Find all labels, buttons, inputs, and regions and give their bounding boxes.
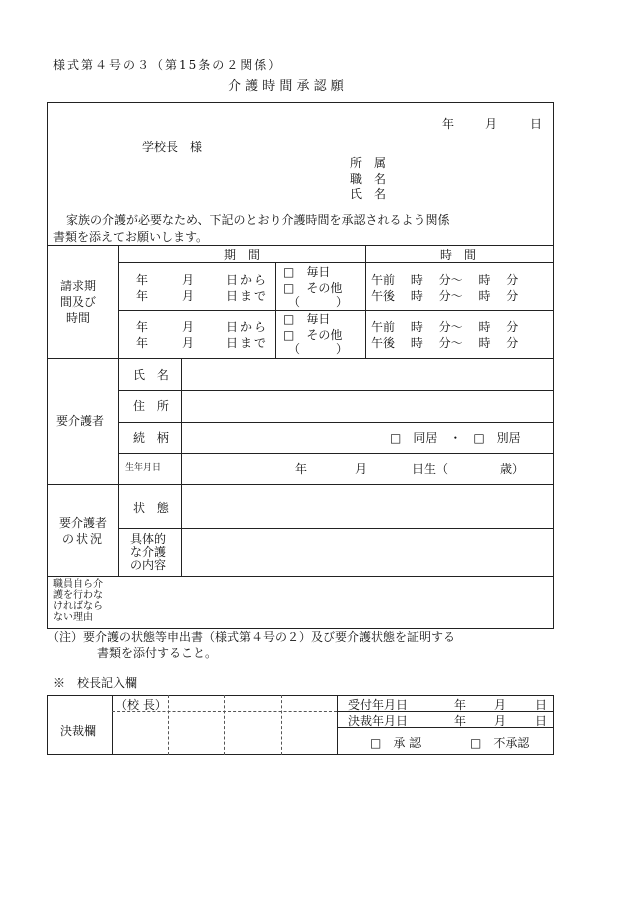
age-label: 歳）: [500, 462, 525, 476]
care-detail-label-3: の内容: [130, 558, 167, 572]
received-date-label: 受付年月日: [348, 698, 409, 712]
applicant-name-label: 氏 名: [350, 187, 387, 201]
condition-label-2: の状況: [62, 532, 105, 546]
reject-checkbox[interactable]: □ 不承認: [470, 736, 530, 750]
cohabitation-checkboxes[interactable]: □ 同居 ・ □ 別居: [390, 431, 521, 445]
everyday-checkbox[interactable]: □ 毎日: [283, 312, 331, 326]
am-time-row: 午前 時 分～ 時 分: [371, 273, 519, 287]
from-year: 年: [136, 273, 149, 287]
everyday-checkbox[interactable]: □ 毎日: [283, 265, 331, 279]
from-year: 年: [136, 320, 149, 334]
job-title-label: 職 名: [350, 172, 387, 186]
from-day-label: 日から: [226, 320, 269, 334]
until-day-label: 日まで: [226, 289, 269, 303]
principal-seal-label: （校 長）: [115, 698, 167, 712]
period-row-label-2: 間及び: [60, 295, 97, 309]
received-month: 月: [494, 698, 507, 712]
birth-day: 日生（: [412, 462, 449, 476]
note-line1: （注）要介護の状態等申出書（様式第４号の２）及び要介護状態を証明する: [47, 630, 456, 644]
relationship-label: 続 柄: [133, 431, 173, 445]
time-header: 時 間: [440, 248, 477, 262]
affiliation-label: 所 属: [350, 156, 387, 170]
date-month: 月: [485, 117, 498, 131]
care-detail-label-2: な介護: [130, 545, 167, 559]
decided-month: 月: [494, 714, 507, 728]
condition-label-1: 要介護者: [59, 516, 108, 530]
care-receiver-label: 要介護者: [56, 414, 105, 428]
decided-date-label: 決裁年月日: [348, 714, 409, 728]
until-year: 年: [136, 336, 149, 350]
date-day: 日: [530, 117, 543, 131]
reason-label-1: 職員自ら介: [53, 579, 103, 590]
am-time-row: 午前 時 分～ 時 分: [371, 320, 519, 334]
page-title: 介 護 時 間 承 認 願: [228, 79, 344, 94]
birthdate-label: 生年月日: [125, 463, 162, 473]
receiver-name-label: 氏 名: [133, 368, 173, 382]
received-day: 日: [535, 698, 548, 712]
decided-day: 日: [535, 714, 548, 728]
until-month: 月: [182, 289, 195, 303]
reason-label-2: 護を行わな: [53, 590, 103, 601]
period-row-label-3: 時間: [66, 311, 91, 325]
receiver-address-label: 住 所: [133, 399, 173, 413]
addressee: 学校長 様: [142, 140, 203, 154]
until-month: 月: [182, 336, 195, 350]
from-month: 月: [182, 320, 195, 334]
birth-month: 月: [355, 462, 368, 476]
until-year: 年: [136, 289, 149, 303]
pm-time-row: 午後 時 分～ 時 分: [371, 336, 519, 350]
principal-section-heading: ※ 校長記入欄: [53, 676, 138, 690]
from-month: 月: [182, 273, 195, 287]
care-detail-label-1: 具体的: [130, 532, 167, 546]
other-checkbox[interactable]: □ その他: [283, 328, 343, 342]
reason-label-4: ない理由: [53, 612, 93, 623]
other-checkbox[interactable]: □ その他: [283, 281, 343, 295]
date-year: 年: [442, 117, 455, 131]
decided-year: 年: [454, 714, 467, 728]
from-day-label: 日から: [226, 273, 269, 287]
form-number: 様式第４号の３（第15条の２関係）: [53, 58, 283, 72]
pm-time-row: 午後 時 分～ 時 分: [371, 289, 519, 303]
state-label: 状 態: [133, 501, 173, 515]
application-form-frame: [47, 102, 554, 629]
note-line2: 書類を添付すること。: [97, 646, 218, 660]
period-row-label-1: 請求期: [60, 279, 97, 293]
reason-label-3: ければなら: [53, 601, 103, 612]
decision-label: 決裁欄: [60, 724, 97, 738]
request-text-line1: 家族の介護が必要なため、下記のとおり介護時間を承認されるよう関係: [66, 213, 450, 227]
approve-checkbox[interactable]: □ 承 認: [370, 736, 422, 750]
other-detail: （ ）: [288, 295, 349, 309]
birth-year: 年: [295, 462, 308, 476]
request-text-line2: 書類を添えてお願いします。: [53, 230, 209, 244]
period-header: 期 間: [224, 248, 261, 262]
received-year: 年: [454, 698, 467, 712]
other-detail: （ ）: [288, 342, 349, 356]
until-day-label: 日まで: [226, 336, 269, 350]
